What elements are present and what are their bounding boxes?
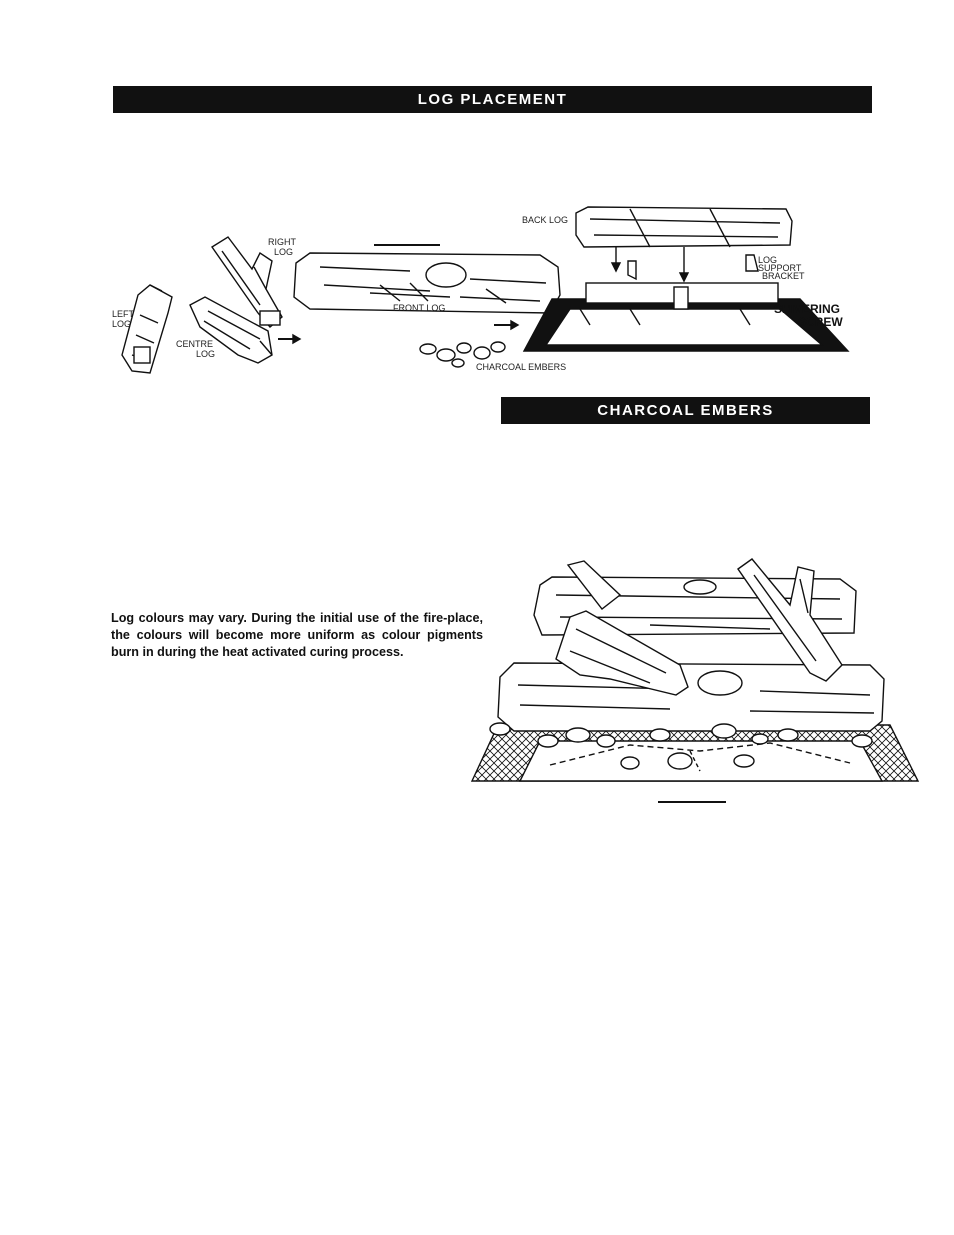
charcoal-embers-heading: CHARCOAL EMBERS (501, 397, 870, 424)
left-log-drawing (122, 285, 172, 373)
left-log-label: LEFT LOG (112, 309, 134, 329)
log-support-bracket-label: LOG SUPPORT BRACKET (758, 255, 805, 281)
screw-label: SHIVERING SCREW (774, 302, 843, 329)
burner-pan-drawing (520, 741, 882, 781)
charcoal-embers-label: CHARCOAL EMBERS (476, 362, 567, 372)
back-log-label: BACK LOG (522, 215, 569, 225)
figure-caption-line (658, 801, 726, 803)
back-log-drawing (576, 207, 792, 247)
front-log-label: FRONT LOG (393, 303, 446, 313)
log-colour-note: Log colours may vary. During the initial use of the fire-place, the colours will become more uniform as colour pigments burn in during the heat activated curing process. (111, 610, 483, 659)
centre-log-label: CENTRE LOG (176, 339, 216, 359)
log-placement-heading: LOG PLACEMENT (113, 86, 872, 113)
log-placement-diagram (110, 205, 890, 380)
charcoal-embers-diagram (470, 555, 920, 785)
right-log-label: RIGHT LOG (268, 237, 296, 257)
